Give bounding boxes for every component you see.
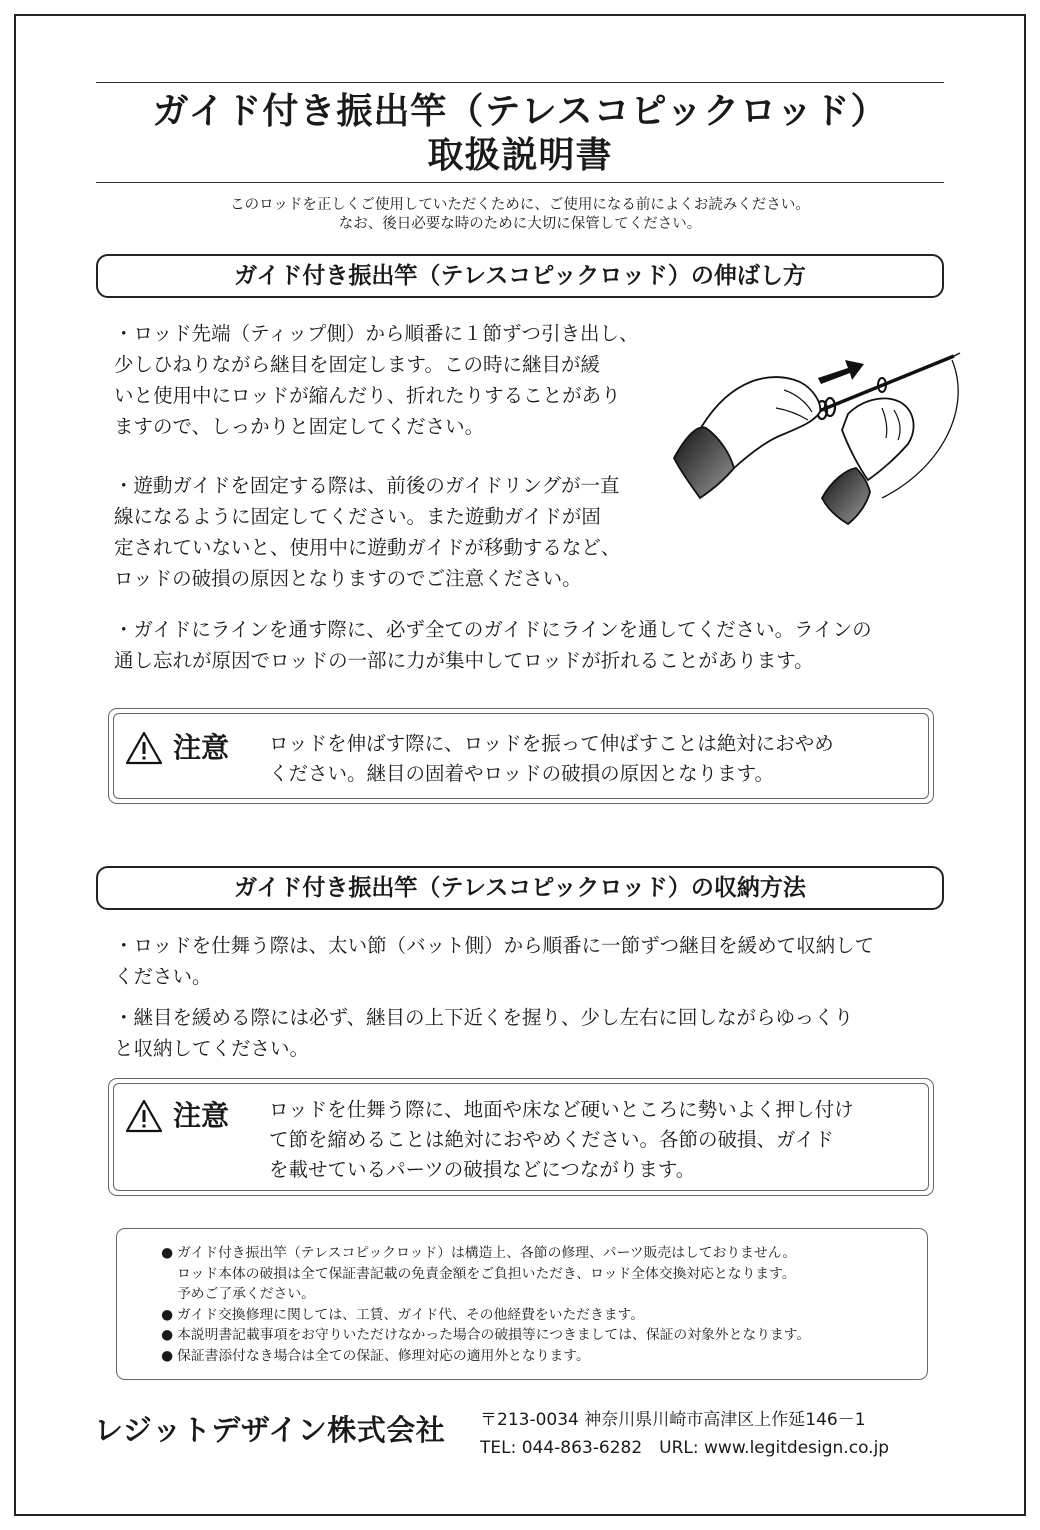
section-heading-store: ガイド付き振出竿（テレスコピックロッド）の収納方法 [96,866,944,910]
note-item [161,1243,810,1264]
note-item [161,1305,810,1326]
text-line: 通し忘れが原因でロッドの一部に力が集中してロッドが折れることがあります。 [114,649,814,672]
note-text: ガイド付き振出竿（テレスコピックロッド）は構造上、各節の修理、パーツ販売はしておりません。 [177,1245,797,1261]
note-text: ガイド交換修理に関しては、工賃、ガイド代、その他経費をいただきます。 [177,1306,645,1323]
caution-text-extend [269,729,834,789]
text-line: ・継目を緩める際には必ず、継目の上下近くを握り、少し左右に回しながらゆっくり [114,1006,854,1029]
caution-box-extend [108,708,934,804]
text-line: ・ガイドにラインを通す際に、必ず全てのガイドにラインを通してください。ラインの [114,618,872,641]
company-tel-url: TEL: 044-863-6282 URL: www.legitdesign.co.jp [480,1438,890,1458]
title-bottom-rule [96,182,944,183]
text-line: ・遊動ガイドを固定する際は、前後のガイドリングが一直 [114,474,620,497]
company-name: レジットデザイン株式会社 [94,1413,446,1447]
bullet-icon: ● [161,1245,174,1261]
text-line: ロッドを仕舞う際に、地面や床など硬いところに勢いよく押し付け [269,1098,854,1121]
warning-triangle-icon [125,731,163,765]
text-line: ロッドの破損の原因となりますのでご注意ください。 [114,567,582,590]
text-line: ロッドを伸ばす際に、ロッドを振って伸ばすことは絶対におやめ [269,732,834,755]
notes-box [116,1228,928,1380]
text-line: ますので、しっかりと固定してください。 [114,415,485,438]
extend-paragraph-3 [114,614,872,676]
page-title-line1: ガイド付き振出竿（テレスコピックロッド） [152,91,888,132]
caution-label: 注意 [173,1099,230,1132]
notes-list [161,1243,810,1366]
intro-line2: なお、後日必要な時のために大切に保管してください。 [338,216,702,232]
note-continuation: 予めご了承ください。 [177,1286,315,1302]
company-contact [480,1406,889,1462]
extend-paragraph-2 [114,470,620,594]
extend-paragraph-1 [114,318,639,442]
title-top-rule [96,82,944,83]
page-title-line2: 取扱説明書 [427,135,613,176]
text-line: 定されていないと、使用中に遊動ガイドが移動するなど、 [114,536,621,559]
text-line: 線になるように固定してください。また遊動ガイドが固 [114,505,601,528]
caution-text-store [269,1095,854,1185]
store-paragraph-2 [114,1002,853,1064]
company-address: 〒213-0034 神奈川県川崎市高津区上作延146－1 [480,1410,866,1430]
text-line: ください。継目の固着やロッドの破損の原因となります。 [269,762,775,785]
text-line: て節を縮めることは絶対におやめください。各節の破損、ガイド [269,1128,834,1151]
bullet-icon: ● [161,1347,174,1364]
caution-label: 注意 [173,731,230,764]
section-heading-extend: ガイド付き振出竿（テレスコピックロッド）の伸ばし方 [96,254,944,298]
bullet-icon: ● [161,1306,174,1323]
intro-line1: このロッドを正しくご使用していただくために、ご使用になる前によくお読みください。 [230,197,810,213]
note-item [161,1346,810,1367]
text-line: ・ロッドを仕舞う際は、太い節（バット側）から順番に一節ずつ継目を緩めて収納して [114,934,875,957]
hands-extending-rod-illustration [672,348,962,528]
text-line: を載せているパーツの破損などにつながります。 [269,1158,696,1181]
store-paragraph-1 [114,930,874,992]
caution-box-store [108,1078,934,1196]
warning-triangle-icon [125,1099,163,1133]
text-line: ください。 [114,965,212,988]
note-text: 保証書添付なき場合は全ての保証、修理対応の適用外となります。 [177,1347,590,1364]
note-continuation: ロッド本体の破損は全て保証書記載の免責金額をご負担いただき、ロッド全体交換対応となります。 [177,1265,796,1282]
bullet-icon: ● [161,1327,174,1343]
text-line: と収納してください。 [114,1037,310,1060]
text-line: 少しひねりながら継目を固定します。この時に継目が緩 [114,353,600,376]
text-line: いと使用中にロッドが縮んだり、折れたりすることがあり [114,384,621,407]
note-text: 本説明書記載事項をお守りいただけなかった場合の破損等につきましては、保証の対象外となります。 [177,1327,811,1343]
note-item [161,1325,810,1346]
text-line: ・ロッド先端（ティップ側）から順番に１節ずつ引き出し、 [114,322,639,345]
